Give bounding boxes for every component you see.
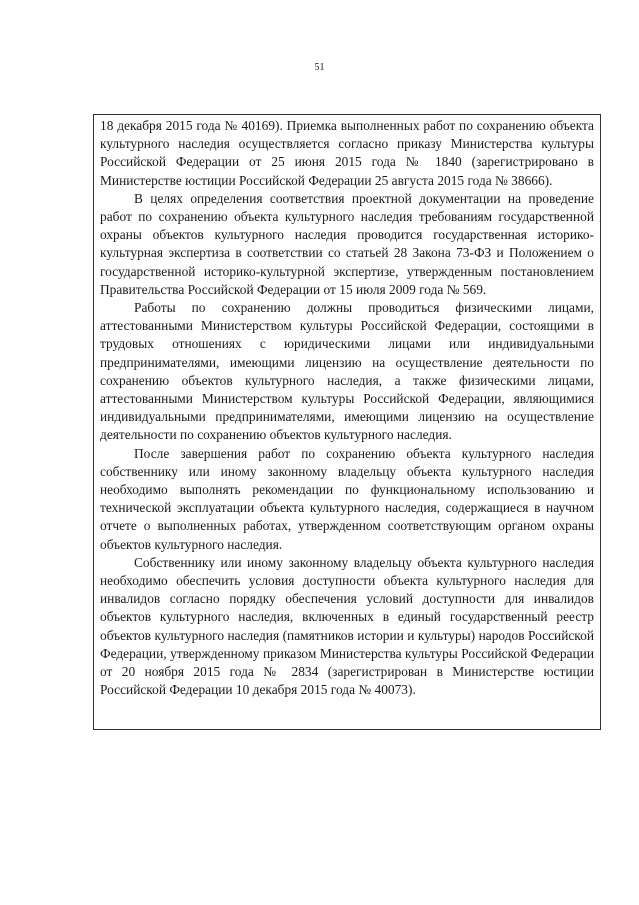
paragraph-3: Работы по сохранению должны проводиться физическими лицами, аттестованными Министерством культуры Российской Федерации, состоящими в трудовых отношениях с юридическими лицами или индивидуальными предпринимателями, имеющими лицензию на осуществление деятельности по сохранению объектов культурного наследия, а также физическими лицами, аттестованными Министерством культуры Российской Федерации, являющимися индивидуальными предпринимателями, имеющими лицензию на осуществление деятельности по сохранению объектов культурного наследия. — [100, 300, 594, 443]
paragraph-2: В целях определения соответствия проектной документации на проведение работ по сохранению объекта культурного наследия требованиям государственной охраны объектов культурного наследия проводится государственная историко-культурная экспертиза в соответствии со статьей 28 Закона 73-ФЗ и Положением о государственной историко-культурной экспертизе, утвержденным постановлением Правительства Российской Федерации от 15 июля 2009 года № 569. — [100, 190, 594, 297]
page-number: 51 — [314, 62, 325, 73]
paragraph-1: 18 декабря 2015 года № 40169). Приемка выполненных работ по сохранению объекта культурного наследия осуществляется согласно приказу Министерства культуры Российской Федерации от 25 июня 2015 года № 1840 (зарегистрировано в Министерстве юстиции Российской Федерации 25 августа 2015 года № 38666). — [100, 118, 594, 188]
paragraph-4: После завершения работ по сохранению объекта культурного наследия собственнику или иному законному владельцу объекта культурного наследия необходимо выполнять рекомендации по функциональному использованию и технической эксплуатации объекта культурного наследия, содержащиеся в научном отчете о выполненных работах, утвержденном соответствующим органом охраны объектов культурного наследия. — [100, 445, 594, 552]
text-frame — [93, 114, 601, 730]
paragraph-5: Собственнику или иному законному владельцу объекта культурного наследия необходимо обеспечить условия доступности объекта культурного наследия для инвалидов согласно порядку обеспечения условий доступности для инвалидов объектов культурного наследия, включенных в единый государственный реестр объектов культурного наследия (памятников истории и культуры) народов Российской Федерации, утвержденному приказом Министерства культуры Российской Федерации от 20 ноября 2015 года № 2834 (зарегистрирован в Министерстве юстиции Российской Федерации 10 декабря 2015 года № 40073). — [100, 554, 594, 698]
